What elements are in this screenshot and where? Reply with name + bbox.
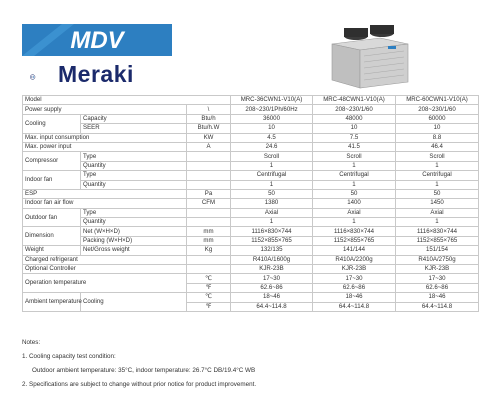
note-1-detail: Outdoor ambient temperature: 35°C, indoor temperature: 26.7°C DB/19.4°C WB bbox=[32, 367, 256, 374]
table-row: Max. power input A 24.6 41.5 46.4 bbox=[23, 142, 479, 151]
table-row: Indoor fan Type Centrifugal Centrifugal Centrifugal bbox=[23, 171, 479, 180]
table-row: Compressor Type Scroll Scroll Scroll bbox=[23, 152, 479, 161]
table-row: Indoor fan air flow CFM 1380 1400 1450 bbox=[23, 199, 479, 208]
meraki-logo-text: Meraki bbox=[58, 61, 134, 87]
table-row: Packing (W×H×D) mm 1152×855×765 1152×855×765 1152×855×765 bbox=[23, 236, 479, 245]
note-2: 2. Specifications are subject to change without prior notice for product improvement. bbox=[22, 381, 257, 388]
table-header-row bbox=[23, 96, 479, 105]
spec-table bbox=[22, 95, 479, 312]
model-col-1: MRC-36CWN1-V10(A) bbox=[231, 96, 313, 105]
notes-heading: Notes: bbox=[22, 339, 41, 346]
mdv-logo bbox=[22, 24, 172, 56]
table-row: Outdoor fan Type Axial Axial Axial bbox=[23, 208, 479, 217]
note-1: 1. Cooling capacity test condition: bbox=[22, 353, 116, 360]
meraki-logo-icon bbox=[30, 63, 58, 91]
model-col-3: MRC-60CWN1-V10(A) bbox=[396, 96, 479, 105]
table-row: ESP Pa 50 50 50 bbox=[23, 189, 479, 198]
table-row: Quantity 1 1 1 bbox=[23, 218, 479, 227]
model-col-2: MRC-48CWN1-V10(A) bbox=[313, 96, 396, 105]
model-label: Model bbox=[23, 96, 231, 105]
rooftop-unit-image bbox=[322, 22, 418, 92]
table-row: Power supply \ 208~230/1Ph/60Hz 208~230/1/60 208~230/1/60 bbox=[23, 105, 479, 114]
table-row: Optional Controller KJR-23B KJR-23B KJR-23B bbox=[23, 265, 479, 274]
table-row: Quantity 1 1 1 bbox=[23, 180, 479, 189]
table-row: ℉ 64.4~114.8 64.4~114.8 64.4~114.8 bbox=[23, 302, 479, 311]
table-row: ℉ 62.6~86 62.6~86 62.6~86 bbox=[23, 283, 479, 292]
table-row: Max. input consumption KW 4.5 7.5 8.8 bbox=[23, 133, 479, 142]
table-row: Charged refrigerant R410A/1600g R410A/2200g R410A/2750g bbox=[23, 255, 479, 264]
table-row: Ambient temperature Cooling ℃ 18~46 18~46 18~46 bbox=[23, 293, 479, 302]
mdv-logo-text: MDV bbox=[70, 27, 124, 54]
table-row: Dimension Net (W×H×D) mm 1116×830×744 1116×830×744 1116×830×744 bbox=[23, 227, 479, 236]
table-row: SEER Btu/h.W 10 10 10 bbox=[23, 124, 479, 133]
table-row: Cooling Capacity Btu/h 36000 48000 60000 bbox=[23, 114, 479, 123]
table-row: Quantity 1 1 1 bbox=[23, 161, 479, 170]
table-row: Weight Net/Gross weight Kg 132/135 141/144 151/154 bbox=[23, 246, 479, 255]
table-row: Operation temperature ℃ 17~30 17~30 17~30 bbox=[23, 274, 479, 283]
